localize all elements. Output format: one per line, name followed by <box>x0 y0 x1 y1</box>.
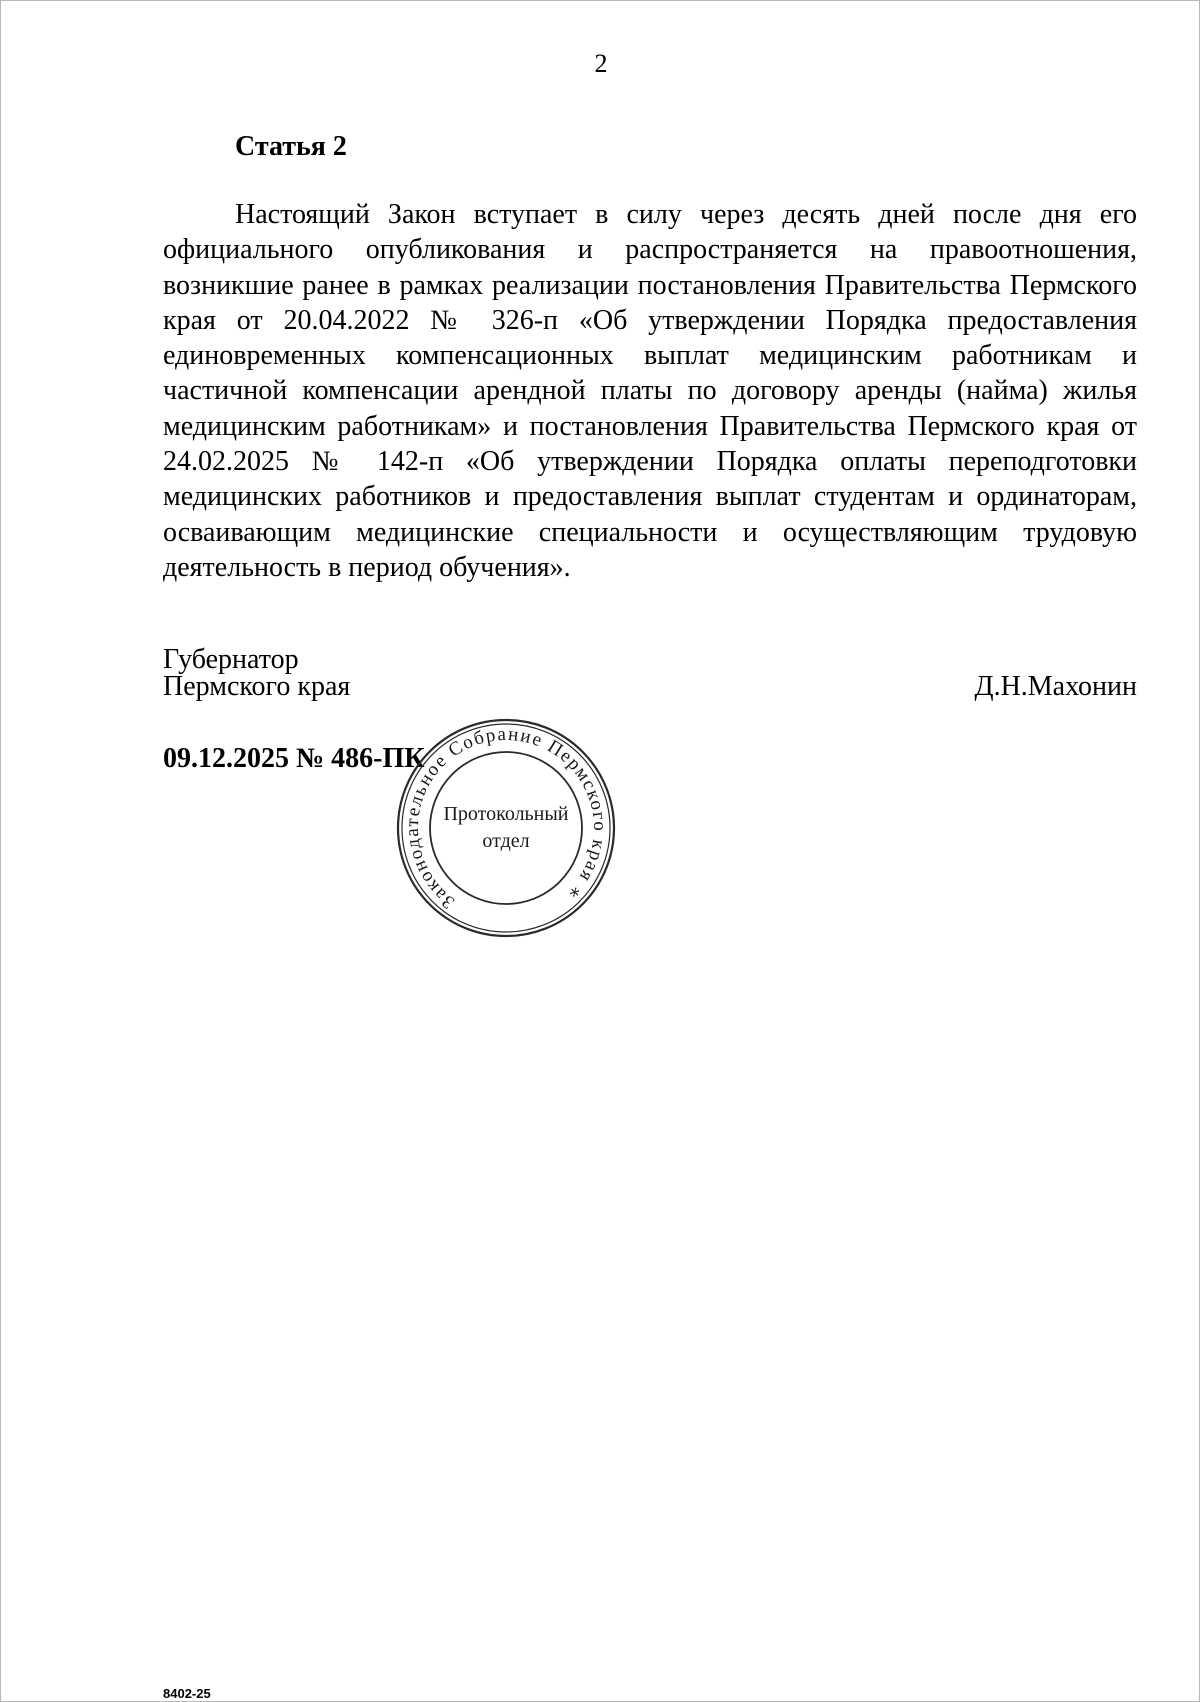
signatory-position <box>163 646 350 700</box>
article-title: Статья 2 <box>235 131 347 162</box>
signatory-position-line1: Губернатор <box>163 644 299 675</box>
stamp-center-text <box>430 801 582 855</box>
page-number: 2 <box>594 49 608 78</box>
law-date-number: 09.12.2025 № 486-ПК <box>163 743 425 774</box>
signatory-position-line2: Пермского края <box>163 671 351 702</box>
stamp-ring-text: Законодательное Собрание Пермского края ∗ <box>401 723 611 913</box>
article-body: Настоящий Закон вступает в силу через десять дней после дня его официального опубликования и распространяется на правоотношения, возникшие ранее в рамках реализации постановления Правительства Пермского края от 20.04.2022 № 326-п «Об утверждении Порядка предоставления единовременных компенсационных выплат медицинским работникам и частичной компенсации арендной платы по договору аренды (найма) жилья медицинским работникам» и постановления Правительства Пермского края от 24.02.2025 № 142-п «Об утверждении Порядка оплаты переподготовки медицинских работников и предоставления выплат студентам и ординаторам, осваивающим медицинские специальности и осуществляющим трудовую деятельность в период обучения». <box>163 199 1137 583</box>
document-code: 8402-25 <box>163 1686 211 1701</box>
stamp-center-line1: Протокольный <box>443 803 569 825</box>
stamp-center-line2: отдел <box>482 830 530 852</box>
signatory-name: Д.Н.Махонин <box>974 671 1137 702</box>
